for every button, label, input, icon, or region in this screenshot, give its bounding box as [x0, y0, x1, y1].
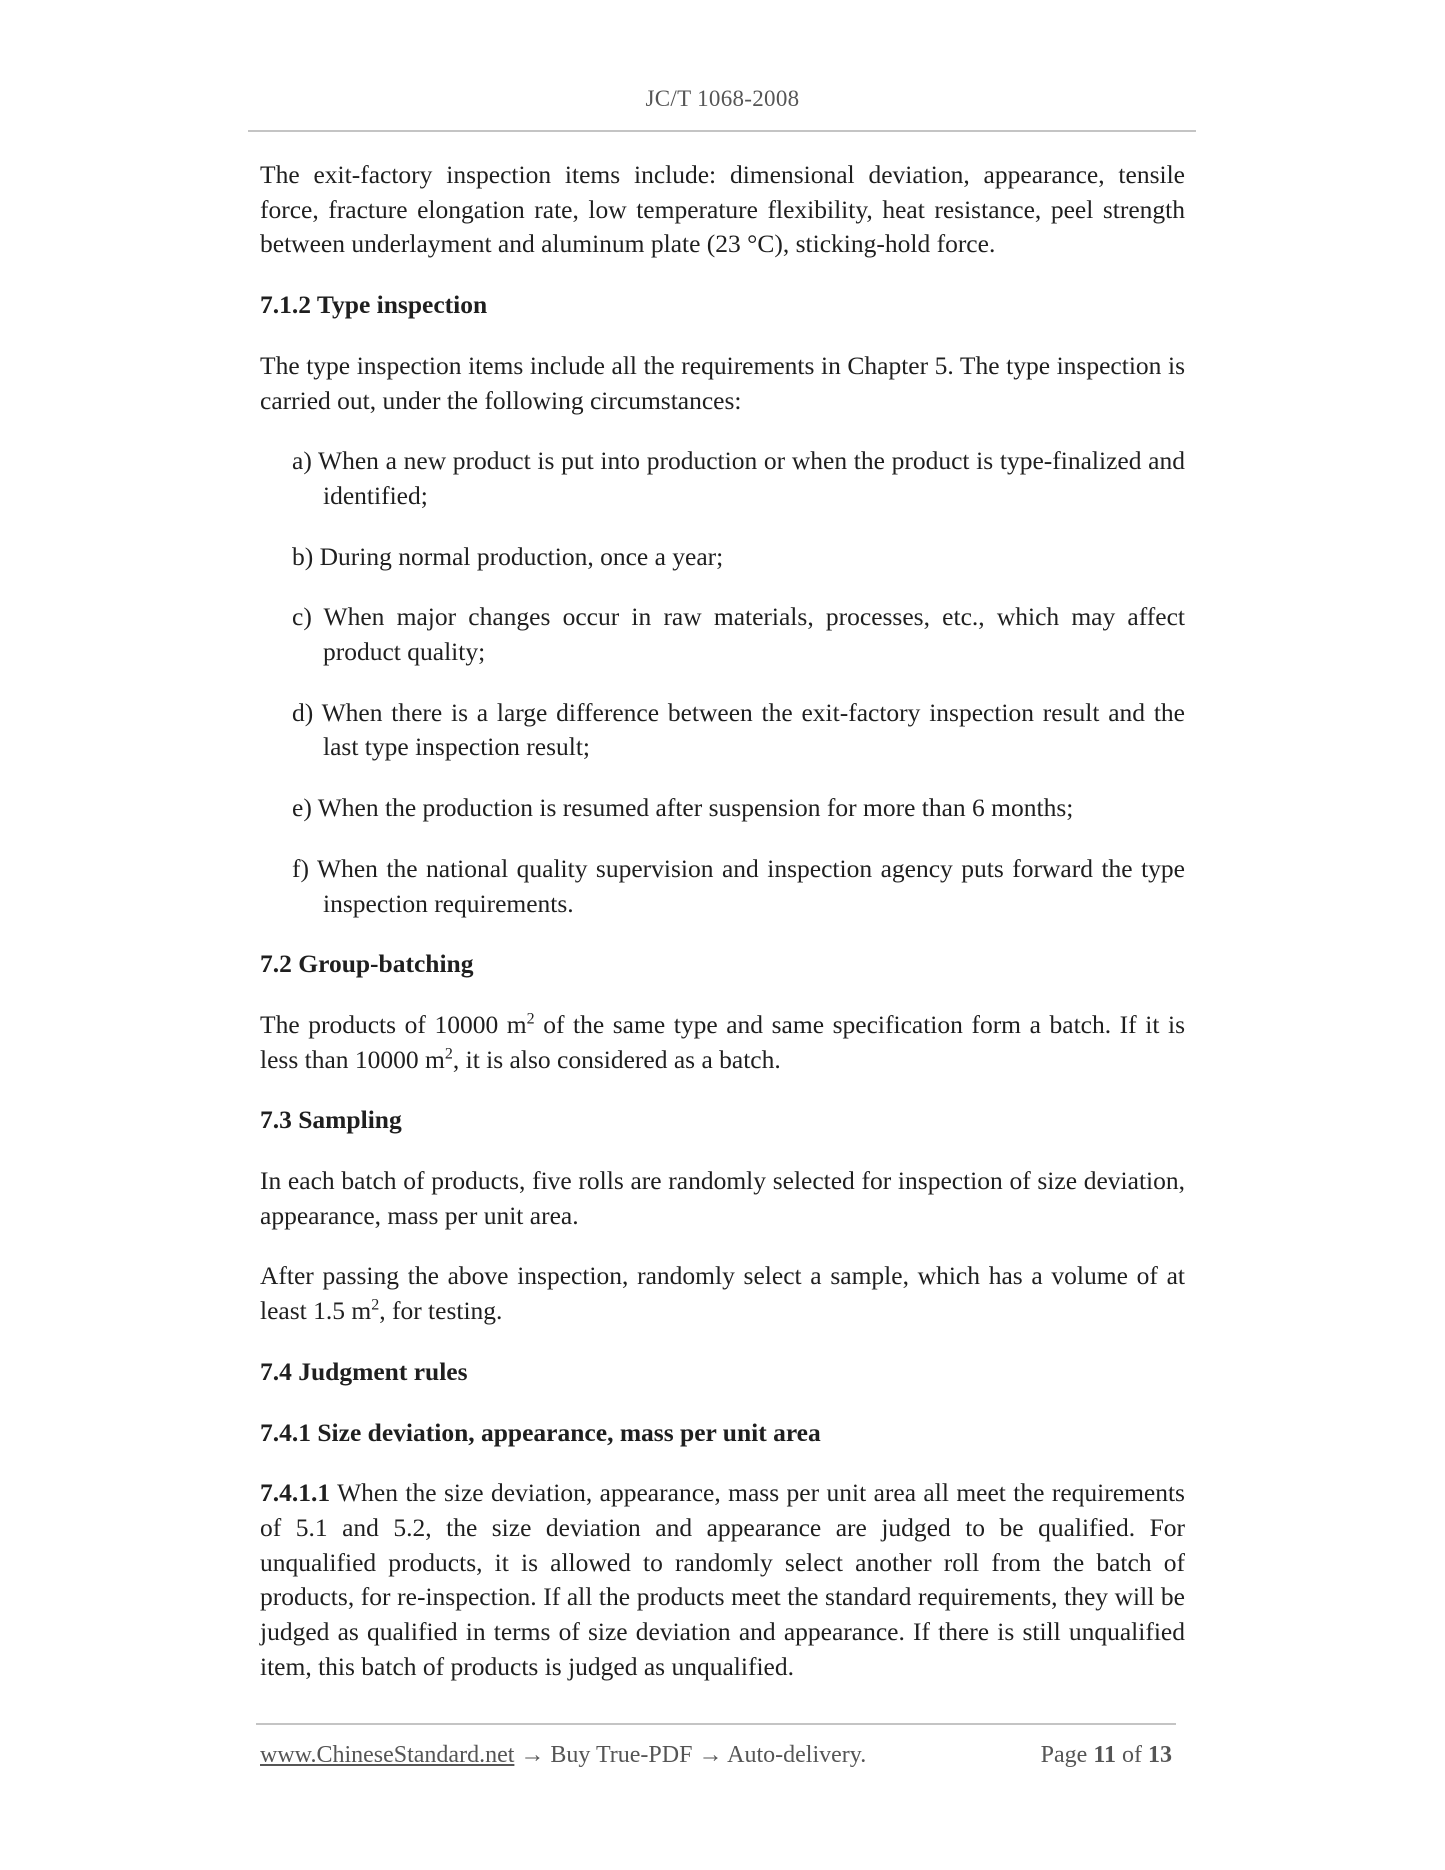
- list-item-f: f) When the national quality supervision and inspection agency puts forward the type inspection requirements.: [292, 853, 1185, 918]
- paragraph-type-inspection: The type inspection items include all the requirements in Chapter 5. The type inspection is carried out, under the following circumstances:: [260, 350, 1185, 415]
- arrow-icon: →: [514, 1742, 551, 1768]
- page-indicator: [1041, 1742, 1172, 1769]
- paragraph-7-4-1-1: [260, 1476, 1185, 1684]
- clause-number: 7.4.1.1: [260, 1478, 331, 1508]
- heading-7-4: 7.4 Judgment rules: [260, 1356, 468, 1386]
- sampling-text-2: , for testing.: [379, 1296, 503, 1326]
- list-item-c: c) When major changes occur in raw materials, processes, etc., which may affect product quality;: [292, 602, 1185, 667]
- arrow-icon: →: [692, 1742, 728, 1768]
- paragraph-sampling-2: [260, 1259, 1185, 1328]
- footer-left: [260, 1742, 866, 1769]
- footer-divider: [256, 1723, 1176, 1725]
- batch-text-3: , it is also considered as a batch.: [452, 1044, 781, 1074]
- batch-text-2: of the same type and same specification form a batch. If it is less than 10000 m: [260, 1009, 1186, 1074]
- paragraph-group-batching: [260, 1008, 1185, 1077]
- header-divider: [248, 130, 1196, 132]
- list-item-d: d) When there is a large difference between the exit-factory inspection result and the last type inspection result;: [292, 697, 1185, 762]
- clause-text: When the size deviation, appearance, mass per unit area all meet the requirements of 5.1 and 5.2, the size deviation and appearance are judged to be qualified. For unqualified products, it is allowed to randomly select another roll from the batch of products, for re-inspection. If all the products meet the standard requirements, they will be judged as qualified in terms of size deviation and appearance. If there is still unqualified item, this batch of products is judged as unqualified.: [260, 1478, 1185, 1681]
- heading-7-2: 7.2 Group-batching: [260, 949, 474, 979]
- current-page-number: 11: [1093, 1742, 1116, 1768]
- page-label: Page: [1040, 1742, 1094, 1768]
- heading-7-4-1: 7.4.1 Size deviation, appearance, mass per unit area: [260, 1417, 821, 1447]
- batch-text-1: The products of 10000 m: [260, 1009, 527, 1039]
- page-header: JC/T 1068-2008: [645, 86, 800, 111]
- superscript-2: 2: [444, 1045, 453, 1063]
- heading-7-3: 7.3 Sampling: [260, 1105, 402, 1135]
- sampling-text-1: After passing the above inspection, randomly select a sample, which has a volume of at least 1.5 m: [260, 1261, 1185, 1326]
- total-page-number: 13: [1148, 1742, 1172, 1768]
- paragraph-sampling-1: In each batch of products, five rolls are randomly selected for inspection of size deviation, appearance, mass per unit area.: [260, 1166, 1185, 1230]
- superscript-2: 2: [526, 1010, 535, 1028]
- buy-pdf-text: Buy True-PDF: [550, 1742, 693, 1768]
- paragraph-exit-factory-items: The exit-factory inspection items include: dimensional deviation, appearance, tensile force, fracture elongation rate, low temperature flexibility, heat resistance, peel strength between underlayment and aluminum plate (23 °C), sticking-hold force.: [260, 160, 1185, 259]
- heading-7-1-2: 7.1.2 Type inspection: [260, 290, 488, 320]
- of-label: of: [1116, 1742, 1148, 1768]
- list-item-a: a) When a new product is put into production or when the product is type-finalized and identified;: [292, 446, 1185, 510]
- superscript-2: 2: [371, 1296, 380, 1314]
- website-link[interactable]: www.ChineseStandard.net: [260, 1742, 515, 1768]
- list-item-b: b) During normal production, once a year;: [292, 541, 724, 571]
- auto-delivery-text: Auto-delivery.: [727, 1742, 867, 1768]
- page-content: [260, 158, 1185, 1711]
- list-item-e: e) When the production is resumed after suspension for more than 6 months;: [292, 793, 1074, 823]
